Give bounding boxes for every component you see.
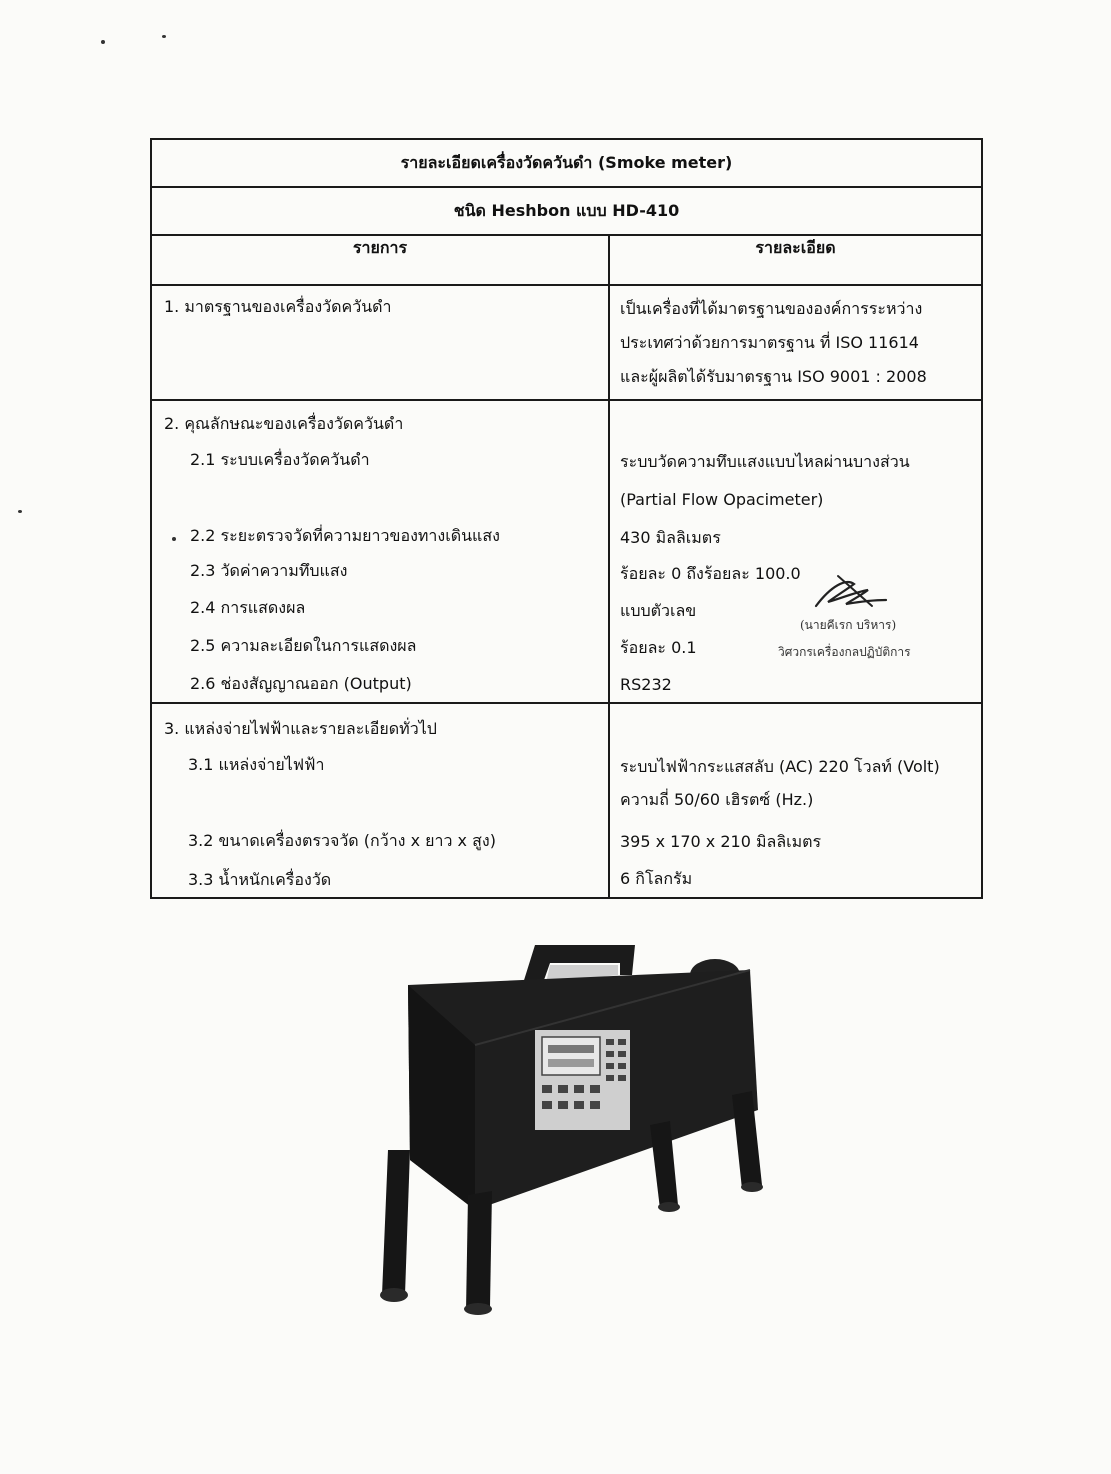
section-2-item-label: 2.6 ช่องสัญญาณออก (Output) [190, 674, 412, 693]
section-2-item-value: RS232 [620, 675, 672, 694]
section-2-item-value: แบบตัวเลข [620, 601, 697, 620]
scan-speck [162, 35, 166, 38]
section-2-item-value: ระบบวัดความทึบแสงแบบไหลผ่านบางส่วน [620, 452, 910, 471]
table-row-section-1 [151, 285, 982, 400]
column-header-detail: รายละเอียด [609, 235, 982, 285]
signature-role: วิศวกรเครื่องกลปฏิบัติการ [778, 645, 911, 659]
scan-speck [18, 510, 22, 513]
signature-name: (นายคีเรก บริหาร) [800, 618, 897, 632]
section-3-item-label: 3.1 แหล่งจ่ายไฟฟ้า [188, 755, 325, 774]
column-header-item: รายการ [151, 235, 609, 285]
spec-table [150, 138, 983, 899]
section-2-item-value: ร้อยละ 0 ถึงร้อยละ 100.0 [620, 564, 801, 583]
section-1-detail-line: เป็นเครื่องที่ได้มาตรฐานขององค์การระหว่าง [620, 299, 923, 318]
section-2-item-label: 2.2 ระยะตรวจวัดที่ความยาวของทางเดินแสง [190, 526, 500, 545]
section-3-item-value: 6 กิโลกรัม [620, 869, 693, 888]
section-2-item-value: 430 มิลลิเมตร [620, 528, 721, 547]
section-1-detail-line: ประเทศว่าด้วยการมาตรฐาน ที่ ISO 11614 [620, 333, 919, 352]
section-3-title: 3. แหล่งจ่ายไฟฟ้าและรายละเอียดทั่วไป [164, 719, 437, 738]
section-3-item-value: 395 x 170 x 210 มิลลิเมตร [620, 832, 822, 851]
section-2-item-label: 2.1 ระบบเครื่องวัดควันดำ [190, 450, 370, 469]
section-1-title: 1. มาตรฐานของเครื่องวัดควันดำ [164, 297, 392, 316]
section-1-detail-line: และผู้ผลิตได้รับมาตรฐาน ISO 9001 : 2008 [620, 367, 927, 386]
section-3-item-value: ความถี่ 50/60 เฮิรตซ์ (Hz.) [620, 790, 814, 809]
section-3-item-label: 3.2 ขนาดเครื่องตรวจวัด (กว้าง x ยาว x สูง) [188, 831, 496, 850]
section-3-item-label: 3.3 น้ำหนักเครื่องวัด [188, 870, 332, 889]
smoke-meter-photo [370, 935, 780, 1315]
section-2-item-label: 2.5 ความละเอียดในการแสดงผล [190, 636, 417, 655]
model-line: ชนิด Heshbon แบบ HD-410 [151, 187, 982, 235]
section-2-item-value: ร้อยละ 0.1 [620, 638, 697, 657]
document-title: รายละเอียดเครื่องวัดควันดำ (Smoke meter) [151, 139, 982, 187]
section-2-item-value: (Partial Flow Opacimeter) [620, 490, 824, 509]
section-3-item-value: ระบบไฟฟ้ากระแสสลับ (AC) 220 โวลท์ (Volt) [620, 757, 940, 776]
scan-speck [101, 40, 105, 44]
section-2-item-label: 2.4 การแสดงผล [190, 598, 306, 617]
table-row-section-3 [151, 703, 982, 898]
section-2-item-label: 2.3 วัดค่าความทึบแสง [190, 561, 348, 580]
section-2-title: 2. คุณลักษณะของเครื่องวัดควันดำ [164, 414, 404, 433]
